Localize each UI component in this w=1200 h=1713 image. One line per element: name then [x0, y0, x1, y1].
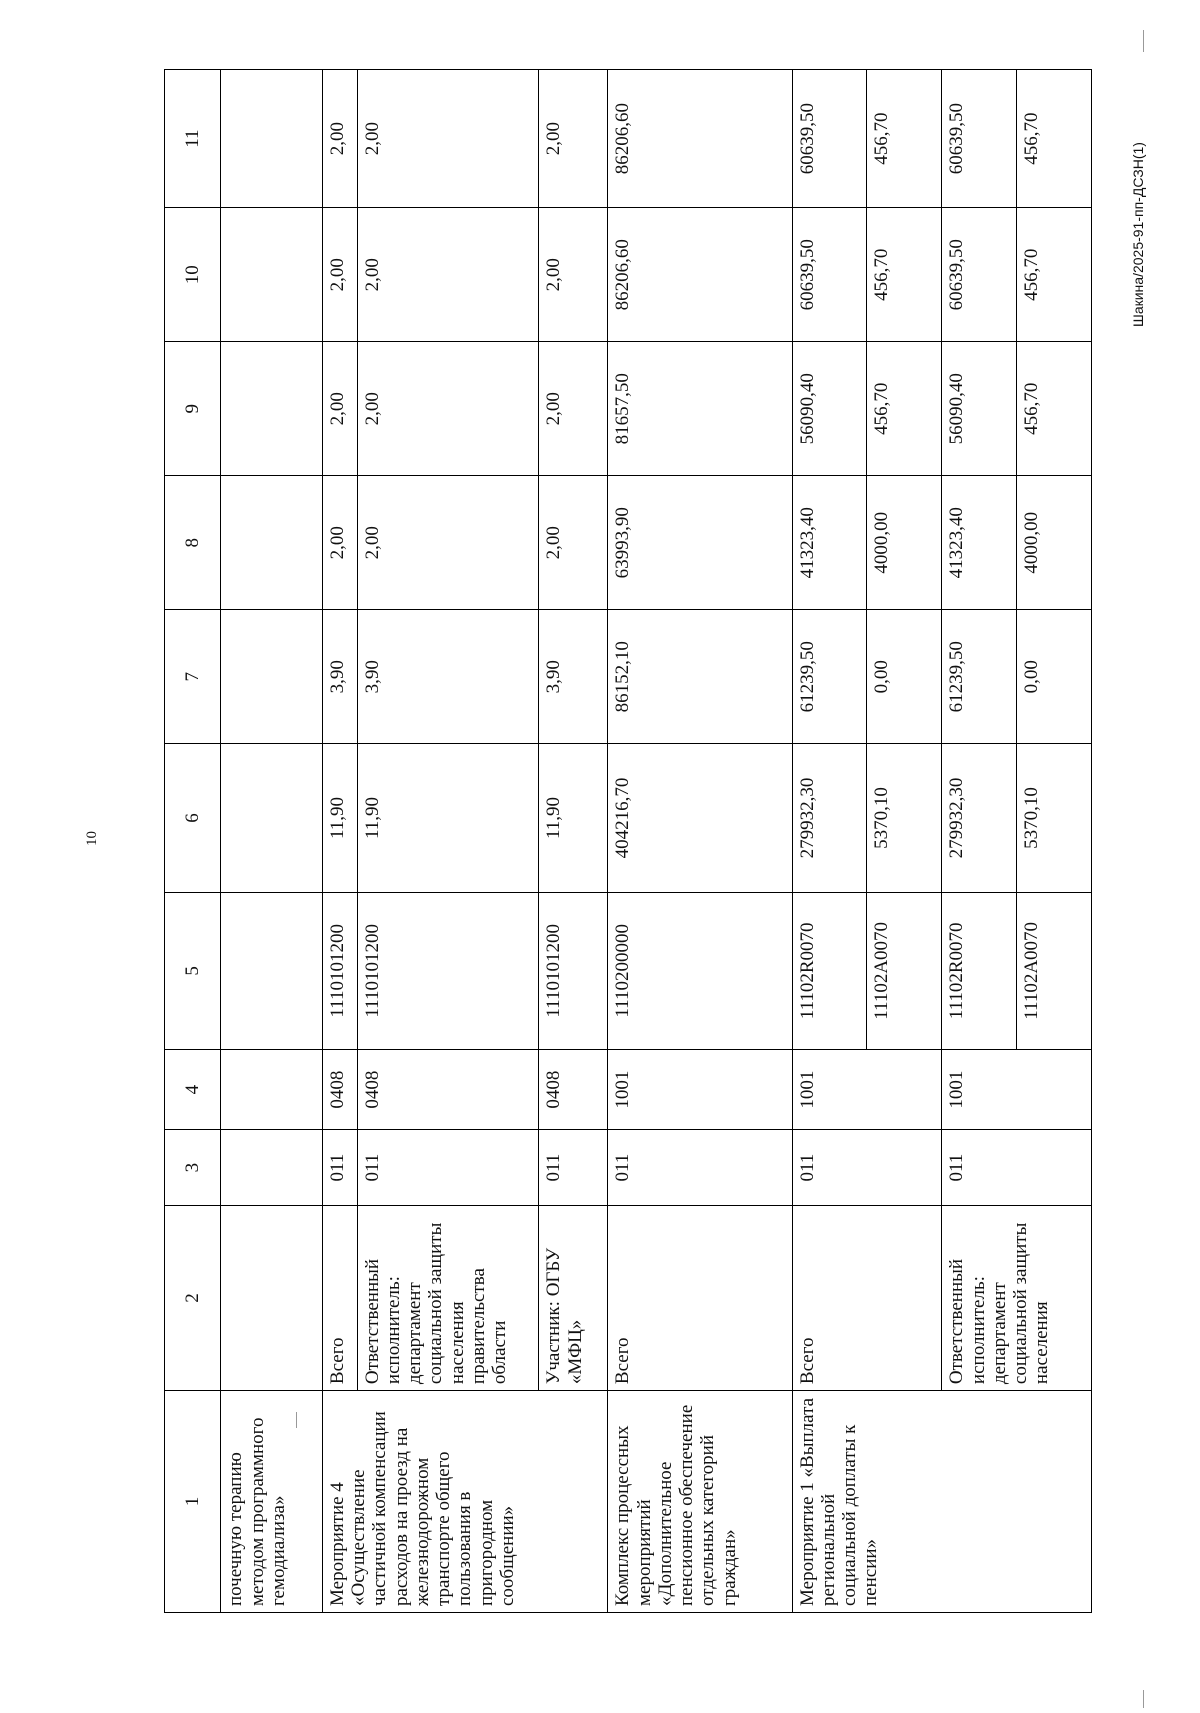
table-cell: Участник: ОГБУ «МФЦ» [539, 1205, 608, 1390]
table-cell: 5370,10 [867, 744, 942, 893]
table-cell: 011 [357, 1130, 539, 1205]
table-cell: Комплекс процессных мероприятий «Дополнительное пенсионное обеспечение отдельных категорий граждан» [608, 1391, 792, 1613]
table-cell: 1110200000 [608, 892, 792, 1049]
header-cell: 8 [165, 476, 221, 610]
table-cell: 011 [322, 1130, 357, 1205]
table-cell: 2,00 [539, 342, 608, 476]
table-cell: 0,00 [1017, 610, 1092, 744]
table-cell: 2,00 [539, 70, 608, 208]
table-cell: Ответственный исполнитель: департамент социальной защиты населения правительства области [357, 1205, 539, 1390]
table-row [322, 70, 357, 1613]
table-cell [221, 892, 322, 1049]
table-cell: 011 [942, 1130, 1092, 1205]
table-cell: 56090,40 [792, 342, 867, 476]
table-cell [221, 342, 322, 476]
table-row [792, 70, 867, 1613]
table-cell: 2,00 [539, 476, 608, 610]
table-cell: 456,70 [1017, 342, 1092, 476]
table-cell: 2,00 [322, 208, 357, 342]
table-cell [221, 1130, 322, 1205]
table-cell: 11,90 [539, 744, 608, 893]
table-cell [221, 610, 322, 744]
table-cell: Мероприятие 4 «Осуществление частичной компенсации расходов на проезд на железнодорожном транспорте общего пользования в пригородном сообщении» [322, 1391, 608, 1613]
table-cell: 11102R0070 [792, 892, 867, 1049]
table-cell: 404216,70 [608, 744, 792, 893]
table-cell: 0408 [357, 1049, 539, 1130]
table-cell [221, 1205, 322, 1390]
table-cell: 011 [792, 1130, 942, 1205]
table-cell [221, 476, 322, 610]
table-cell: 1001 [608, 1049, 792, 1130]
table-cell [221, 70, 322, 208]
table-cell: 3,90 [357, 610, 539, 744]
table-cell: 0,00 [867, 610, 942, 744]
table-cell: 1001 [942, 1049, 1092, 1130]
table-cell: 4000,00 [1017, 476, 1092, 610]
table-cell: 60639,50 [942, 70, 1017, 208]
table-cell: 456,70 [867, 70, 942, 208]
table-cell: Мероприятие 1 «Выплата региональной социальной доплаты к пенсии» [792, 1391, 1091, 1613]
table-cell: 11,90 [322, 744, 357, 893]
table-cell: 3,90 [539, 610, 608, 744]
header-cell: 9 [165, 342, 221, 476]
table-cell: 11102A0070 [1017, 892, 1092, 1049]
table-cell: 2,00 [322, 476, 357, 610]
table-cell: 60639,50 [792, 70, 867, 208]
table-cell: 63993,90 [608, 476, 792, 610]
table-cell: 5370,10 [1017, 744, 1092, 893]
table-row [608, 70, 792, 1613]
document-code: Шакина/2025-91-пп-ДСЗН(1) [1130, 142, 1146, 327]
table-cell: 41323,40 [792, 476, 867, 610]
header-cell: 11 [165, 70, 221, 208]
table-cell: 61239,50 [792, 610, 867, 744]
header-cell: 3 [165, 1130, 221, 1205]
table-cell: 81657,50 [608, 342, 792, 476]
table-cell: 1001 [792, 1049, 942, 1130]
budget-table [164, 69, 1092, 1613]
table-cell: 2,00 [539, 208, 608, 342]
table-cell: 1110101200 [539, 892, 608, 1049]
header-cell: 6 [165, 744, 221, 893]
table-cell: 11,90 [357, 744, 539, 893]
table-cell: 2,00 [357, 342, 539, 476]
table-cell: 11102R0070 [942, 892, 1017, 1049]
header-cell: 7 [165, 610, 221, 744]
table-cell: 456,70 [1017, 70, 1092, 208]
table-cell: 1110101200 [322, 892, 357, 1049]
table-cell: 56090,40 [942, 342, 1017, 476]
table-cell: почечную терапию методом программного гемодиализа» [221, 1391, 322, 1613]
table-cell: 456,70 [1017, 208, 1092, 342]
table-cell: 0408 [539, 1049, 608, 1130]
table-cell: 86152,10 [608, 610, 792, 744]
table-cell: 2,00 [357, 208, 539, 342]
table-row [221, 70, 322, 1613]
table-cell: 86206,60 [608, 70, 792, 208]
scan-artifact [1143, 1690, 1144, 1708]
table-cell: 11102A0070 [867, 892, 942, 1049]
header-cell: 2 [165, 1205, 221, 1390]
table-cell: 2,00 [357, 70, 539, 208]
table-cell: 60639,50 [792, 208, 867, 342]
table-cell: 4000,00 [867, 476, 942, 610]
table-cell: 011 [608, 1130, 792, 1205]
header-cell: 4 [165, 1049, 221, 1130]
table-cell: 0408 [322, 1049, 357, 1130]
table-row [357, 70, 539, 1613]
header-cell: 10 [165, 208, 221, 342]
scan-artifact [296, 1412, 297, 1428]
table-cell: Ответственный исполнитель: департамент социальной защиты населения [942, 1205, 1092, 1390]
scan-artifact [1143, 30, 1144, 52]
header-cell: 5 [165, 892, 221, 1049]
table-cell: 2,00 [322, 70, 357, 208]
table-row [942, 70, 1017, 1613]
table-cell [221, 208, 322, 342]
table-cell: 2,00 [322, 342, 357, 476]
table-cell: 61239,50 [942, 610, 1017, 744]
table-cell: 011 [539, 1130, 608, 1205]
table-cell: 2,00 [357, 476, 539, 610]
table-cell: 86206,60 [608, 208, 792, 342]
table-cell [221, 744, 322, 893]
table-cell: 3,90 [322, 610, 357, 744]
table-row [539, 70, 608, 1613]
table-cell: 279932,30 [792, 744, 867, 893]
table-cell: 41323,40 [942, 476, 1017, 610]
table-cell: Всего [792, 1205, 942, 1390]
header-cell: 1 [165, 1391, 221, 1613]
table-header-row [165, 70, 221, 1613]
table-cell: Всего [322, 1205, 357, 1390]
page-number: 10 [84, 831, 100, 846]
table-cell: 456,70 [867, 208, 942, 342]
table-cell: Всего [608, 1205, 792, 1390]
table-cell: 60639,50 [942, 208, 1017, 342]
table-cell: 456,70 [867, 342, 942, 476]
table-cell [221, 1049, 322, 1130]
table-cell: 1110101200 [357, 892, 539, 1049]
table-cell: 279932,30 [942, 744, 1017, 893]
